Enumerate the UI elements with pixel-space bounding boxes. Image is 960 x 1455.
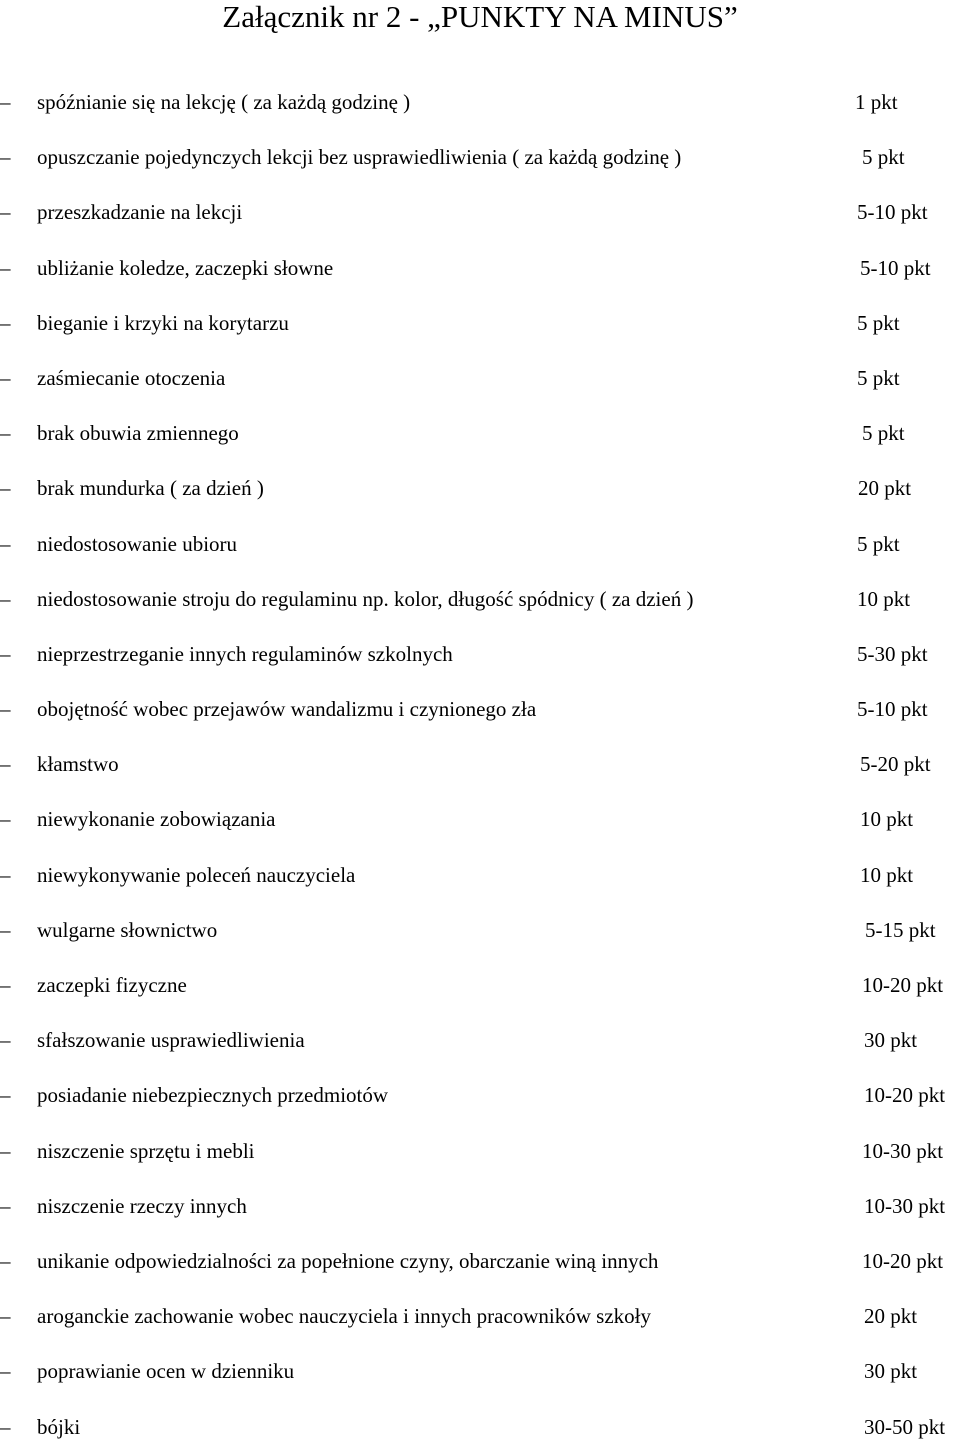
- bullet-dash: –: [0, 365, 11, 390]
- item-points: 1 pkt: [855, 90, 898, 114]
- list-item: [0, 517, 960, 572]
- list-item: [0, 461, 960, 516]
- bullet-dash: –: [0, 476, 11, 501]
- list-item: [0, 958, 960, 1013]
- list-item: [0, 130, 960, 185]
- item-label: poprawianie ocen w dzienniku: [37, 1359, 295, 1384]
- item-points: 5-15 pkt: [865, 917, 936, 942]
- item-label: zaczepki fizyczne: [37, 973, 187, 997]
- item-points: 5-10 pkt: [857, 200, 928, 225]
- bullet-dash: –: [0, 1028, 11, 1053]
- bullet-dash: –: [0, 531, 11, 556]
- bullet-dash: –: [0, 421, 11, 446]
- item-points: 30 pkt: [864, 1359, 918, 1384]
- bullet-dash: –: [0, 1083, 11, 1108]
- list-item: [0, 572, 960, 627]
- list-item: [0, 241, 960, 296]
- item-label: niedostosowanie stroju do regulaminu np. kolor, długość spódnicy ( za dzień ): [37, 586, 694, 611]
- item-label: spóźnianie się na lekcję ( za każdą godzinę ): [37, 90, 411, 114]
- bullet-dash: –: [0, 586, 11, 611]
- item-points: 10-20 pkt: [862, 1248, 944, 1273]
- item-label: wulgarne słownictwo: [37, 917, 218, 942]
- list-item: [0, 1344, 960, 1399]
- item-label: opuszczanie pojedynczych lekcji bez usprawiedliwienia ( za każdą godzinę ): [37, 145, 682, 170]
- bullet-dash: –: [0, 752, 11, 777]
- list-item: [0, 1179, 960, 1234]
- bullet-dash: –: [0, 1304, 11, 1329]
- item-label: bieganie i krzyki na korytarzu: [37, 310, 289, 335]
- list-item: [0, 903, 960, 958]
- bullet-dash: –: [0, 1138, 11, 1163]
- item-points: 10 pkt: [860, 862, 914, 887]
- list-item: [0, 1068, 960, 1123]
- item-label: przeszkadzanie na lekcji: [37, 200, 243, 225]
- page-title: Załącznik nr 2 - „PUNKTY NA MINUS”: [222, 0, 738, 34]
- list-item: [0, 75, 960, 130]
- item-points: 10-20 pkt: [864, 1083, 946, 1108]
- bullet-dash: –: [0, 1414, 11, 1439]
- item-points: 10 pkt: [860, 807, 914, 832]
- item-label: niedostosowanie ubioru: [37, 531, 238, 556]
- item-points: 5-30 pkt: [857, 641, 928, 666]
- item-points: 20 pkt: [858, 476, 912, 501]
- item-points: 10-20 pkt: [862, 973, 944, 997]
- penalty-list: [0, 75, 960, 1455]
- bullet-dash: –: [0, 1193, 11, 1218]
- item-points: 5 pkt: [862, 421, 905, 446]
- list-item: [0, 1234, 960, 1289]
- item-label: sfałszowanie usprawiedliwienia: [37, 1028, 305, 1053]
- bullet-dash: –: [0, 1359, 11, 1384]
- bullet-dash: –: [0, 697, 11, 722]
- item-label: brak mundurka ( za dzień ): [37, 476, 264, 501]
- list-item: [0, 1124, 960, 1179]
- bullet-dash: –: [0, 255, 11, 280]
- item-points: 5 pkt: [857, 531, 900, 556]
- item-points: 30 pkt: [864, 1028, 918, 1053]
- bullet-dash: –: [0, 200, 11, 225]
- bullet-dash: –: [0, 90, 11, 114]
- item-label: zaśmiecanie otoczenia: [37, 365, 226, 390]
- item-points: 10-30 pkt: [862, 1138, 944, 1163]
- item-points: 5-20 pkt: [860, 752, 931, 777]
- item-points: 5 pkt: [862, 145, 905, 170]
- item-label: niewykonywanie poleceń nauczyciela: [37, 862, 356, 887]
- item-label: obojętność wobec przejawów wandalizmu i czynionego zła: [37, 697, 537, 722]
- bullet-dash: –: [0, 641, 11, 666]
- item-points: 5 pkt: [857, 310, 900, 335]
- bullet-dash: –: [0, 862, 11, 887]
- item-label: niszczenie sprzętu i mebli: [37, 1138, 255, 1163]
- list-item: [0, 296, 960, 351]
- item-points: 5-10 pkt: [857, 697, 928, 722]
- bullet-dash: –: [0, 310, 11, 335]
- list-item: [0, 185, 960, 240]
- item-points: 20 pkt: [864, 1304, 918, 1329]
- item-label: niszczenie rzeczy innych: [37, 1193, 247, 1218]
- item-label: nieprzestrzeganie innych regulaminów szkolnych: [37, 641, 453, 666]
- list-item: [0, 737, 960, 792]
- item-label: ubliżanie koledze, zaczepki słowne: [37, 255, 334, 280]
- list-item: [0, 406, 960, 461]
- item-points: 5 pkt: [857, 365, 900, 390]
- list-item: [0, 682, 960, 737]
- list-item: [0, 792, 960, 847]
- bullet-dash: –: [0, 973, 11, 997]
- list-item: [0, 1289, 960, 1344]
- list-item: [0, 848, 960, 903]
- item-label: aroganckie zachowanie wobec nauczyciela i innych pracowników szkoły: [37, 1304, 651, 1329]
- item-label: kłamstwo: [37, 752, 119, 777]
- item-label: brak obuwia zmiennego: [37, 421, 239, 446]
- list-item: [0, 1013, 960, 1068]
- bullet-dash: –: [0, 917, 11, 942]
- item-points: 10-30 pkt: [864, 1193, 946, 1218]
- item-points: 30-50 pkt: [864, 1414, 946, 1439]
- item-label: posiadanie niebezpiecznych przedmiotów: [37, 1083, 389, 1108]
- item-points: 10 pkt: [857, 586, 911, 611]
- item-label: unikanie odpowiedzialności za popełnione czyny, obarczanie winą innych: [37, 1248, 659, 1273]
- list-item: [0, 627, 960, 682]
- list-item: [0, 1400, 960, 1455]
- list-item: [0, 351, 960, 406]
- bullet-dash: –: [0, 807, 11, 832]
- item-label: niewykonanie zobowiązania: [37, 807, 276, 832]
- bullet-dash: –: [0, 1248, 11, 1273]
- bullet-dash: –: [0, 145, 11, 170]
- item-label: bójki: [37, 1414, 81, 1439]
- item-points: 5-10 pkt: [860, 255, 931, 280]
